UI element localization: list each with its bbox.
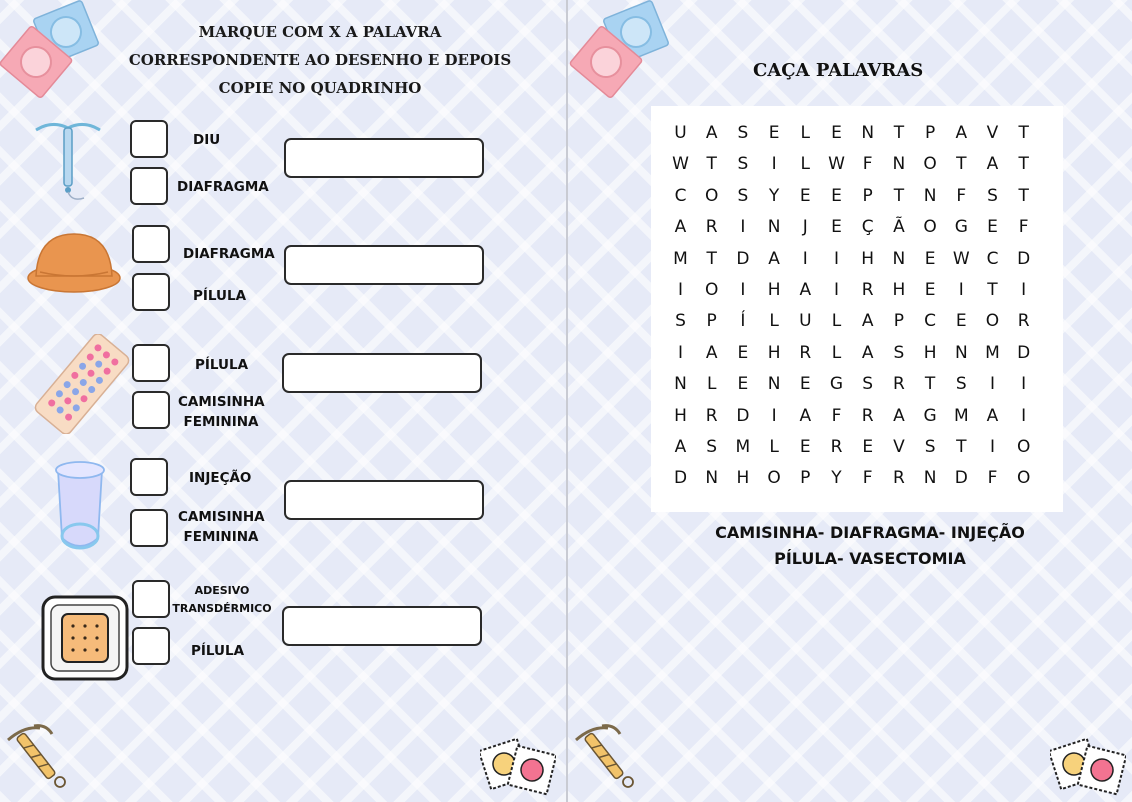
grid-letter[interactable]: H	[674, 405, 687, 426]
grid-letter[interactable]: M	[985, 342, 1000, 363]
condom-wrapper-icon	[480, 736, 556, 796]
diaphragm-icon	[26, 228, 122, 300]
grid-letter[interactable]: R	[705, 405, 718, 426]
grid-letter[interactable]: A	[893, 405, 905, 426]
grid-letter[interactable]: A	[986, 154, 999, 175]
grid-letter[interactable]: H	[892, 280, 906, 300]
grid-letter[interactable]: Y	[831, 468, 842, 489]
grid-letter[interactable]: T	[893, 185, 905, 206]
grid-letter[interactable]: E	[799, 437, 811, 457]
grid-letter[interactable]: T	[924, 374, 936, 395]
grid-letter[interactable]: I	[802, 248, 808, 269]
grid-letter[interactable]: T	[1018, 154, 1029, 175]
grid-letter[interactable]: F	[862, 154, 873, 175]
grid-letter[interactable]: Í	[740, 311, 746, 332]
wordsearch-title: CAÇA PALAVRAS	[753, 60, 924, 81]
grid-letter[interactable]: O	[767, 468, 781, 489]
grid-letter[interactable]: I	[989, 374, 995, 395]
checkbox-row2-option2[interactable]	[132, 273, 170, 311]
grid-letter[interactable]: S	[955, 374, 967, 395]
grid-letter[interactable]: P	[706, 311, 717, 332]
grid-letter[interactable]: R	[799, 342, 812, 363]
grid-letter[interactable]: P	[924, 123, 936, 143]
female-condom-icon	[48, 458, 112, 556]
grid-letter[interactable]: H	[736, 468, 750, 489]
grid-letter[interactable]: A	[799, 280, 812, 300]
grid-letter[interactable]: L	[800, 154, 811, 175]
grid-letter[interactable]: W	[828, 154, 845, 175]
grid-letter[interactable]: L	[800, 123, 811, 143]
iud-icon	[570, 720, 642, 790]
grid-letter[interactable]: I	[677, 342, 683, 363]
grid-letter[interactable]: D	[1017, 342, 1031, 363]
checkbox-row1-option2[interactable]	[130, 167, 168, 205]
grid-letter[interactable]: U	[799, 311, 812, 332]
iud-icon	[32, 118, 104, 204]
grid-letter[interactable]: I	[833, 280, 839, 300]
grid-letter[interactable]: R	[705, 217, 718, 238]
grid-letter[interactable]: L	[706, 374, 717, 395]
grid-letter[interactable]: C	[924, 311, 937, 332]
grid-letter[interactable]: S	[987, 185, 998, 206]
grid-letter[interactable]: S	[737, 123, 749, 143]
answer-box-row5[interactable]	[282, 606, 482, 646]
grid-letter[interactable]: U	[674, 123, 687, 143]
grid-letter[interactable]: L	[769, 311, 779, 332]
answer-box-row4[interactable]	[284, 480, 484, 520]
checkbox-row5-option2[interactable]	[132, 627, 170, 665]
grid-letter[interactable]: A	[674, 437, 687, 457]
grid-letter[interactable]: H	[861, 248, 875, 269]
option-label: PÍLULA	[193, 288, 247, 304]
answer-box-row3[interactable]	[282, 353, 482, 393]
grid-letter[interactable]: E	[831, 217, 842, 238]
grid-letter[interactable]: I	[989, 437, 995, 457]
grid-letter[interactable]: T	[706, 248, 717, 269]
grid-letter[interactable]: T	[706, 154, 717, 175]
grid-letter[interactable]: E	[831, 123, 842, 143]
grid-letter[interactable]: A	[861, 342, 874, 363]
grid-letter[interactable]: N	[767, 217, 781, 238]
grid-letter[interactable]: P	[862, 185, 873, 206]
grid-letter[interactable]: R	[1017, 311, 1030, 332]
option-label: INJEÇÃO	[189, 470, 252, 486]
grid-letter[interactable]: S	[737, 185, 749, 206]
grid-letter[interactable]: E	[831, 185, 842, 206]
grid-letter[interactable]: L	[831, 342, 842, 363]
grid-letter[interactable]: T	[1018, 185, 1029, 206]
grid-letter[interactable]: E	[737, 374, 749, 395]
grid-letter[interactable]: F	[987, 468, 998, 489]
grid-letter[interactable]: P	[893, 311, 905, 332]
grid-letter[interactable]: N	[705, 468, 719, 489]
pill-pack-icon	[32, 334, 132, 434]
grid-letter[interactable]: E	[799, 185, 811, 206]
wordsearch-word-list: CAMISINHA- DIAFRAGMA- INJEÇÃO PÍLULA- VASECTOMIA	[715, 523, 1025, 568]
option-label: DIAFRAGMA	[177, 179, 269, 195]
grid-letter[interactable]: D	[736, 248, 750, 269]
grid-letter[interactable]: Ã	[893, 217, 905, 238]
option-label: PÍLULA	[195, 357, 249, 373]
checkbox-row4-option1[interactable]	[130, 458, 168, 496]
grid-letter[interactable]: A	[705, 342, 718, 363]
grid-letter[interactable]: W	[672, 154, 689, 175]
grid-letter[interactable]: O	[923, 217, 937, 238]
grid-letter[interactable]: E	[924, 248, 936, 269]
grid-letter[interactable]: S	[737, 154, 749, 175]
option-label: CAMISINHA FEMININA	[178, 509, 265, 545]
grid-letter[interactable]: N	[923, 185, 937, 206]
grid-letter[interactable]: O	[704, 185, 719, 206]
grid-letter[interactable]: I	[1021, 374, 1027, 395]
grid-letter[interactable]: T	[956, 154, 967, 175]
grid-letter[interactable]: H	[767, 342, 781, 363]
grid-letter[interactable]: V	[986, 123, 999, 143]
grid-letter[interactable]: R	[892, 468, 905, 489]
grid-letter[interactable]: A	[861, 311, 874, 332]
grid-letter[interactable]: N	[954, 342, 968, 363]
grid-letter[interactable]: M	[953, 405, 969, 426]
grid-letter[interactable]: O	[1016, 468, 1031, 489]
grid-letter[interactable]: G	[829, 374, 844, 395]
grid-letter[interactable]: A	[705, 123, 718, 143]
grid-letter[interactable]: I	[1021, 405, 1027, 426]
grid-letter[interactable]: P	[800, 468, 811, 489]
checkbox-row2-option1[interactable]	[132, 225, 170, 263]
grid-letter[interactable]: A	[799, 405, 812, 426]
grid-letter[interactable]: T	[1018, 123, 1029, 143]
grid-letter[interactable]: I	[740, 217, 746, 238]
grid-letter[interactable]: R	[892, 374, 905, 395]
grid-letter[interactable]: S	[706, 437, 718, 457]
grid-letter[interactable]: V	[893, 437, 905, 457]
grid-letter[interactable]: E	[955, 311, 967, 332]
grid-letter[interactable]: D	[1017, 248, 1031, 269]
grid-letter[interactable]: M	[673, 248, 688, 269]
grid-letter[interactable]: N	[892, 154, 906, 175]
grid-letter[interactable]: N	[674, 374, 687, 395]
grid-letter[interactable]: F	[862, 468, 873, 489]
grid-letter[interactable]: G	[923, 405, 937, 426]
grid-letter[interactable]: E	[799, 374, 811, 395]
grid-letter[interactable]: Y	[768, 185, 780, 206]
option-label: DIU	[193, 132, 221, 148]
grid-letter[interactable]: D	[736, 405, 750, 426]
wordsearch-grid[interactable]	[651, 106, 1063, 512]
grid-letter[interactable]: A	[986, 405, 999, 426]
option-label: DIAFRAGMA	[183, 246, 275, 262]
grid-letter[interactable]: N	[923, 468, 937, 489]
grid-letter[interactable]: H	[923, 342, 937, 363]
checkbox-row3-option1[interactable]	[132, 344, 170, 382]
grid-letter[interactable]: I	[833, 248, 839, 269]
grid-letter[interactable]: S	[924, 437, 936, 457]
grid-letter[interactable]: N	[892, 248, 906, 269]
grid-letter[interactable]: L	[769, 437, 779, 457]
option-label: CAMISINHA FEMININA	[178, 394, 265, 430]
option-label: PÍLULA	[191, 643, 245, 659]
grid-letter[interactable]: O	[923, 154, 937, 175]
patch-icon	[40, 594, 130, 682]
answer-box-row1[interactable]	[284, 138, 484, 178]
checkbox-row3-option2[interactable]	[132, 391, 170, 429]
grid-letter[interactable]: S	[862, 374, 874, 395]
grid-letter[interactable]: E	[768, 123, 780, 143]
grid-letter[interactable]: E	[862, 437, 874, 457]
grid-letter[interactable]: N	[861, 123, 875, 143]
grid-letter[interactable]: F	[956, 185, 967, 206]
grid-letter[interactable]: O	[985, 311, 1000, 332]
grid-letter[interactable]: H	[767, 280, 781, 300]
grid-letter[interactable]: I	[771, 405, 777, 426]
grid-letter[interactable]: A	[674, 217, 687, 238]
answer-box-row2[interactable]	[284, 245, 484, 285]
grid-letter[interactable]: R	[861, 405, 874, 426]
grid-letter[interactable]: L	[831, 311, 842, 332]
grid-letter[interactable]: S	[893, 342, 905, 363]
checkbox-row1-option1[interactable]	[130, 120, 168, 158]
grid-letter[interactable]: A	[955, 123, 968, 143]
grid-letter[interactable]: T	[987, 280, 998, 300]
grid-letter[interactable]: Ç	[861, 217, 874, 238]
grid-letter[interactable]: M	[735, 437, 751, 457]
grid-letter[interactable]: A	[768, 248, 780, 269]
grid-letter[interactable]: I	[740, 280, 746, 300]
iud-icon	[2, 720, 74, 790]
grid-letter[interactable]: F	[831, 405, 842, 426]
grid-letter[interactable]: J	[802, 217, 808, 238]
grid-letter[interactable]: T	[893, 123, 905, 143]
grid-letter[interactable]: T	[956, 437, 967, 457]
grid-letter[interactable]: S	[675, 311, 686, 332]
condom-packet-icon	[0, 0, 110, 105]
grid-letter[interactable]: W	[952, 248, 970, 269]
matching-instructions: MARQUE COM X A PALAVRA CORRESPONDENTE AO DESENHO E DEPOIS COPIE NO QUADRINHO	[128, 23, 512, 97]
option-label: ADESIVO TRANSDÉRMICO	[172, 584, 272, 615]
grid-letter[interactable]: E	[987, 217, 998, 238]
grid-letter[interactable]: R	[830, 437, 843, 457]
condom-packet-icon	[568, 0, 678, 105]
grid-letter[interactable]: E	[924, 280, 936, 300]
grid-letter[interactable]: O	[1016, 437, 1031, 457]
grid-letter[interactable]: F	[1018, 217, 1029, 238]
grid-letter[interactable]: I	[958, 280, 964, 300]
grid-letter[interactable]: C	[986, 248, 999, 269]
grid-letter[interactable]: I	[771, 154, 777, 175]
grid-letter[interactable]: I	[1021, 280, 1027, 300]
grid-letter[interactable]: C	[674, 185, 687, 206]
grid-letter[interactable]: I	[677, 280, 683, 300]
grid-letter[interactable]: D	[954, 468, 968, 489]
condom-wrapper-icon	[1050, 736, 1126, 796]
grid-letter[interactable]: R	[861, 280, 874, 300]
grid-letter[interactable]: G	[954, 217, 968, 238]
grid-letter[interactable]: O	[704, 280, 719, 300]
grid-letter[interactable]: N	[767, 374, 781, 395]
grid-letter[interactable]: E	[737, 342, 749, 363]
grid-letter[interactable]: D	[673, 468, 688, 489]
checkbox-row5-option1[interactable]	[132, 580, 170, 618]
checkbox-row4-option2[interactable]	[130, 509, 168, 547]
